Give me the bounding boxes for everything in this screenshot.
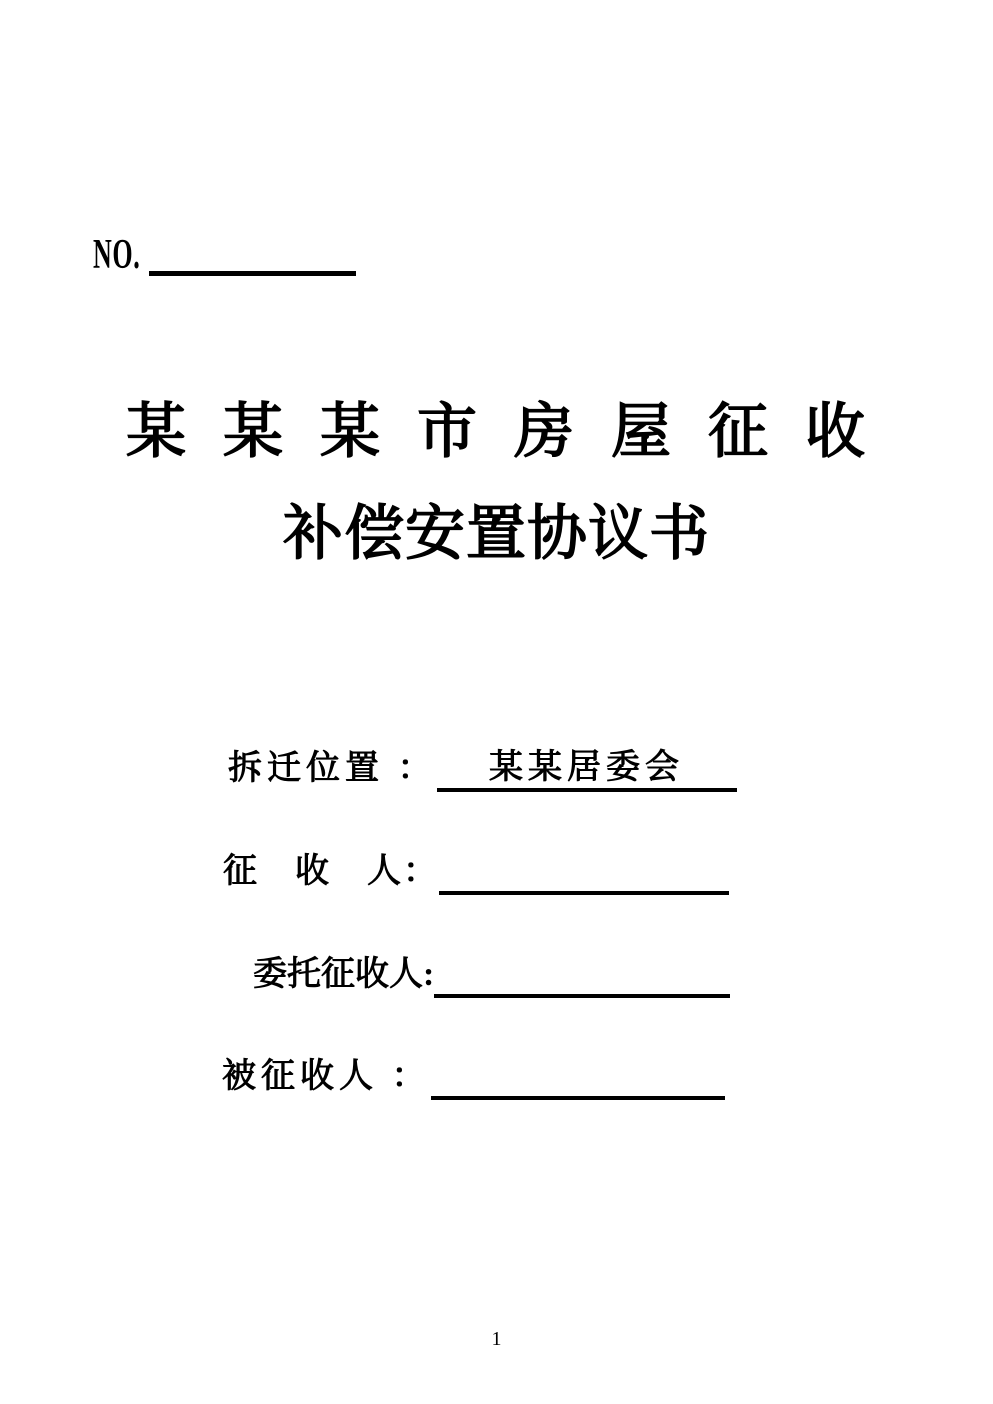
demolition-location-field (228, 746, 737, 792)
entrusted-expropriator-field (253, 952, 730, 998)
document-number-label: NO. (93, 232, 141, 278)
expropriator-label: 征 收 人： (223, 853, 439, 890)
document-title-line-1: 某 某 某 市 房 屋 征 收 (126, 399, 867, 465)
demolition-location-label: 拆迁位置 ： (228, 750, 437, 787)
entrusted-expropriator-label: 委托征收人: (253, 956, 435, 993)
expropriator-blank-line[interactable] (439, 849, 729, 895)
expropriated-person-blank-line[interactable] (431, 1054, 725, 1100)
document-title-line-2: 补偿安置协议书 (283, 501, 710, 567)
expropriator-field (223, 849, 729, 895)
document-number-blank-line[interactable] (149, 271, 356, 276)
entrusted-expropriator-blank-line[interactable] (434, 952, 730, 998)
expropriated-person-field (222, 1054, 725, 1100)
page-number: 1 (491, 1328, 502, 1350)
document-title (0, 381, 993, 585)
expropriated-person-label: 被征收人 ： (222, 1058, 431, 1095)
demolition-location-value-line[interactable]: 某某居委会 (437, 746, 737, 792)
